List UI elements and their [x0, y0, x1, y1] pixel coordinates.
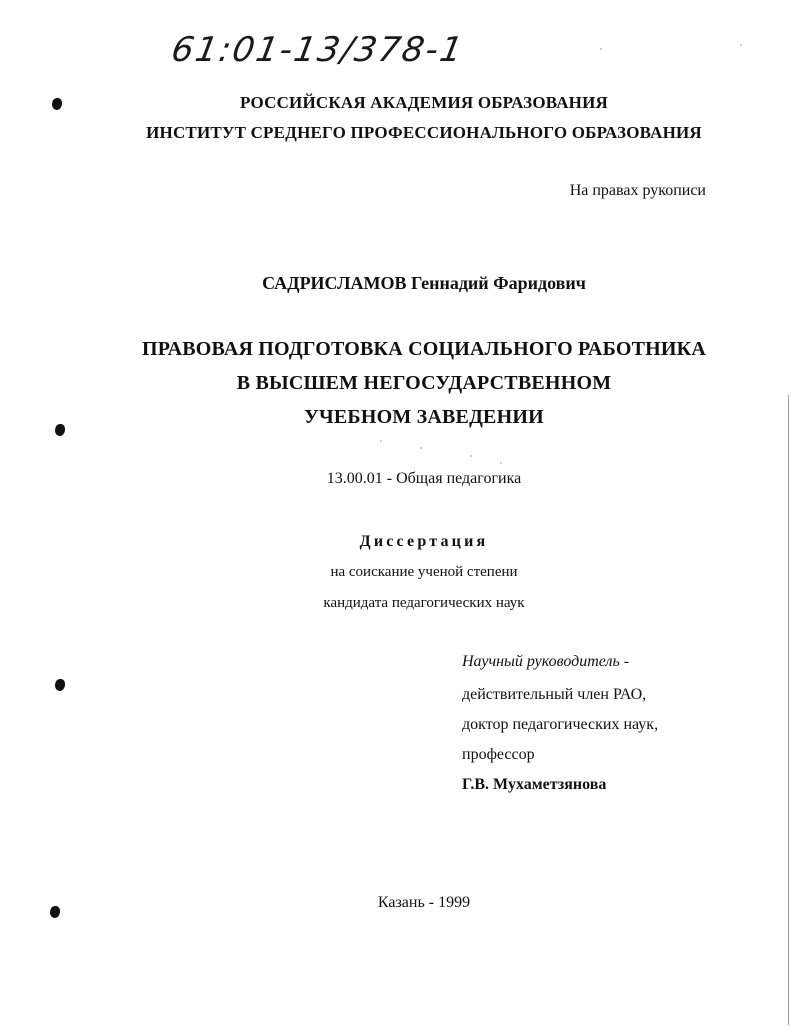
title-line-3: УЧЕБНОМ ЗАВЕДЕНИИ — [304, 406, 544, 428]
specialty-code: 13.00.01 - Общая педагогика — [326, 470, 522, 487]
author-name: САДРИСЛАМОВ Геннадий Фаридович — [262, 273, 586, 293]
scan-page-edge — [788, 395, 789, 1025]
binder-hole-mark — [55, 679, 65, 691]
supervisor-label: Научный руководитель - — [462, 653, 630, 670]
title-line-1: ПРАВОВАЯ ПОДГОТОВКА СОЦИАЛЬНОГО РАБОТНИКА — [141, 338, 707, 360]
dissertation-heading: Диссертация — [359, 533, 489, 550]
handwritten-shelf-mark: 61:01-13/378-1 — [168, 30, 468, 70]
scan-speck — [600, 48, 602, 50]
supervisor-degree: доктор педагогических наук, — [462, 716, 659, 733]
scan-speck — [500, 462, 502, 464]
supervisor-name: Г.В. Мухаметзянова — [462, 776, 607, 793]
binder-hole-mark — [50, 906, 60, 918]
scan-speck — [420, 447, 422, 449]
scan-speck — [740, 44, 742, 46]
scan-speck — [380, 440, 382, 442]
city-and-year: Казань - 1999 — [377, 894, 471, 911]
binder-hole-mark — [55, 424, 65, 436]
dissertation-degree-line-2: кандидата педагогических наук — [323, 595, 525, 611]
supervisor-rank: действительный член РАО, — [462, 686, 647, 703]
supervisor-title: профессор — [462, 746, 535, 763]
manuscript-rights-note: На правах рукописи — [569, 182, 706, 199]
institution-academy: РОССИЙСКАЯ АКАДЕМИЯ ОБРАЗОВАНИЯ — [239, 93, 609, 112]
scan-speck — [470, 455, 472, 457]
title-line-2: В ВЫСШЕМ НЕГОСУДАРСТВЕННОМ — [236, 372, 612, 394]
dissertation-degree-line-1: на соискание ученой степени — [330, 564, 518, 580]
institution-institute: ИНСТИТУТ СРЕДНЕГО ПРОФЕССИОНАЛЬНОГО ОБРАЗОВАНИЯ — [146, 123, 702, 142]
